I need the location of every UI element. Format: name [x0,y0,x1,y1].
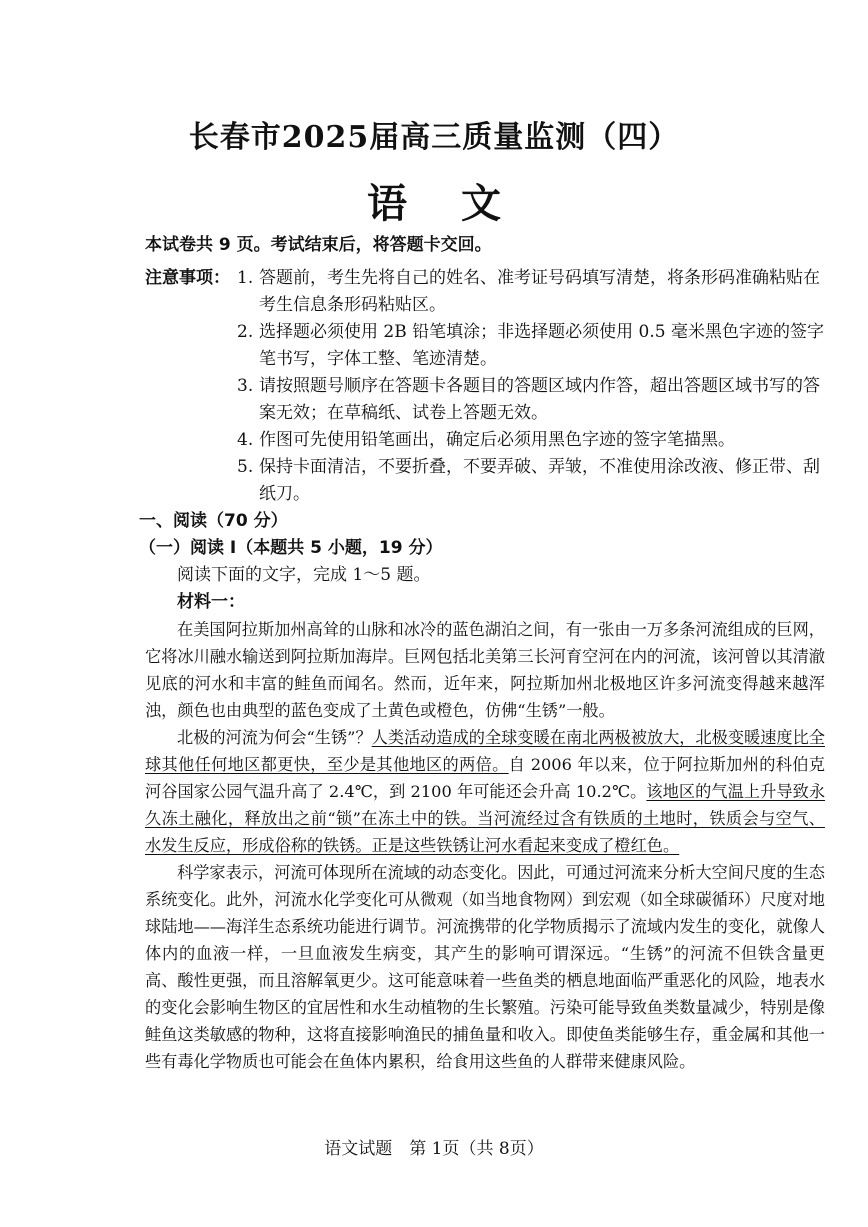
notice-number: 3. [237,376,254,396]
underlined-sentence: 人类活动造成的全球变暖在南北两极被放大，北极变暖速度比全球其他任何地区都更快，至少是其他地区的两倍。 [145,728,825,774]
notice-number: 4. [237,430,254,450]
notice-number: 2. [237,322,254,342]
underlined-sentence: 该地区的气温上升导致永久冻土融化，释放出之前“锁”在冻土中的铁。当河流经过含有铁质的土地时，铁质会与空气、水发生反应，形成俗称的铁锈。正是这些铁锈让河水看起来变成了橙红色。 [145,782,826,855]
exam-content [139,232,826,1075]
paragraph: 科学家表示，河流可体现所在流域的动态变化。因此，可通过河流来分析大空间尺度的生态系统变化。此外，河流水化学变化可从微观（如当地食物网）到宏观（如全球碳循环）尺度对地球陆地——海洋生态系统功能进行调节。河流携带的化学物质揭示了流域内发生的变化，就像人体内的血液一样，一旦血液发生病变，其产生的影响可谓深远。“生锈”的河流不但铁含量更高、酸性更强，而且溶解氧更少。这可能意味着一些鱼类的栖息地面临严重恶化的风险，地表水的变化会影响生物区的宜居性和水生动植物的生长繁殖。污染可能导致鱼类数量减少，特别是像鲑鱼这类敏感的物种，这将直接影响渔民的捕鱼量和收入。即使鱼类能够生存，重金属和其他一些有毒化学物质也可能会在鱼体内累积，给食用这些鱼的人群带来健康风险。 [145,863,825,1071]
notice-label: 注意事项： [145,268,230,288]
notice-number: 1. [237,268,254,288]
material-label: 材料一： [177,592,245,612]
notice-text: 请按照题号顺序在答题卡各题目的答题区域内作答，超出答题区域书写的答案无效；在草稿纸、试卷上答题无效。 [259,376,820,423]
subject-title: 语 文 [367,180,501,227]
notice-item [237,265,825,319]
section-heading: 一、阅读（70 分） [139,511,288,531]
paragraph [145,724,825,859]
subsection-heading: （一）阅读 I（本题共 5 小题，19 分） [139,538,443,558]
notice-item [237,427,825,454]
notice-list [237,265,825,508]
notice-text: 选择题必须使用 2B 铅笔填涂；非选择题必须使用 0.5 毫米黑色字迹的签字笔书写，字体工整、笔迹清楚。 [259,322,824,369]
notice-text: 作图可先使用铅笔画出，确定后必须用黑色字迹的签字笔描黑。 [259,430,735,450]
reading-instruction: 阅读下面的文字，完成 1～5 题。 [177,565,431,585]
paragraph: 在美国阿拉斯加州高耸的山脉和冰冷的蓝色湖泊之间，有一张由一万多条河流组成的巨网，它将冰川融水输送到阿拉斯加海岸。巨网包括北美第三长河育空河在内的河流，该河曾以其清澈见底的河水和丰富的鲑鱼而闻名。然而，近年来，阿拉斯加州北极地区许多河流变得越来越浑浊，颜色也由典型的蓝色变成了土黄色或橙色，仿佛“生锈”一般。 [145,620,825,720]
exam-intro: 本试卷共 9 页。考试结束后，将答题卡交回。 [145,235,492,255]
page-footer: 语文试题 第 1页（共 8页） [324,1139,544,1159]
notice-text: 答题前，考生先将自己的姓名、准考证号码填写清楚，将条形码准确粘贴在考生信息条形码粘贴区。 [259,268,820,315]
notice-item [237,319,825,373]
material-text [145,616,825,1075]
notice-item [237,454,825,508]
paragraph-sentence: 自 2006 年以来，位于阿拉斯加州的科伯克河谷国家公园气温升高了 2.4℃，到 2100 年可能还会升高 10.2℃。 [145,755,825,801]
exam-title: 长春市2025届高三质量监测（四） [188,120,680,155]
notice-item [237,373,825,427]
notice-text: 保持卡面清洁，不要折叠，不要弄破、弄皱，不准使用涂改液、修正带、刮纸刀。 [259,457,820,504]
notice-number: 5. [237,457,254,477]
paragraph-question: 北极的河流为何会“生锈”？ [177,728,372,747]
notice-block [145,265,825,508]
